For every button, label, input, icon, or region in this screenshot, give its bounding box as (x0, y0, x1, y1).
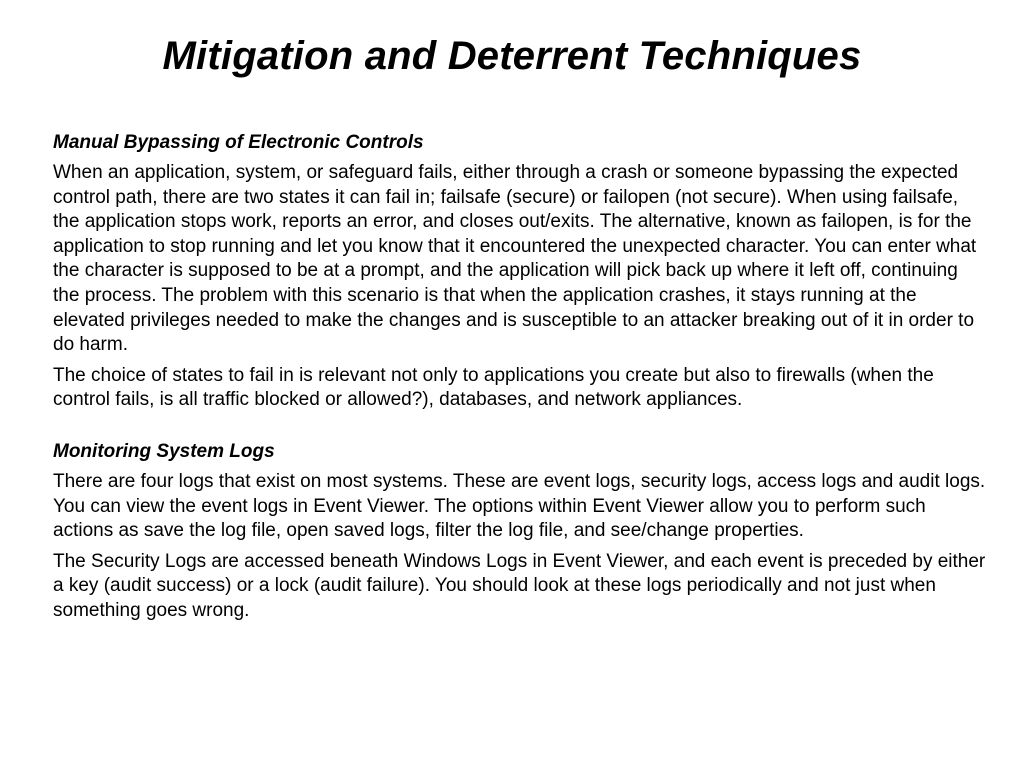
slide-content (53, 130, 988, 630)
slide-title: Mitigation and Deterrent Techniques (162, 34, 862, 78)
paragraph: The choice of states to fail in is relevant not only to applications you create but also to firewalls (when the control fails, is all traffic blocked or allowed?), databases, and network appliances. (53, 364, 934, 411)
section-manual-bypassing (53, 130, 988, 413)
section-heading: Manual Bypassing of Electronic Controls (53, 132, 424, 153)
paragraph: When an application, system, or safeguard fails, either through a crash or someone bypassing the expected control path, there are two states it can fail in; failsafe (secure) or failopen (not secure). When using failsafe, the application stops work, reports an error, and closes out/exits. The alternative, known as failopen, is for the application to stop running and let you know that it encountered the unexpected character. You can enter what the character is supposed to be at a prompt, and the application will pick back up where it left off, continuing the process. The problem with this scenario is that when the application crashes, it stays running at the elevated privileges needed to make the changes and is susceptible to an attacker breaking out of it in order to do harm. (53, 162, 977, 356)
paragraph: The Security Logs are accessed beneath Windows Logs in Event Viewer, and each event is preceded by either a key (audit success) or a lock (audit failure). You should look at these logs periodically and not just when something goes wrong. (53, 550, 986, 621)
paragraph: There are four logs that exist on most systems. These are event logs, security logs, access logs and audit logs. You can view the event logs in Event Viewer. The options within Event Viewer allow you to perform such actions as save the log file, open saved logs, filter the log file, and see/change properties. (53, 470, 986, 542)
section-monitoring-logs (53, 439, 988, 624)
section-heading: Monitoring System Logs (53, 440, 275, 462)
